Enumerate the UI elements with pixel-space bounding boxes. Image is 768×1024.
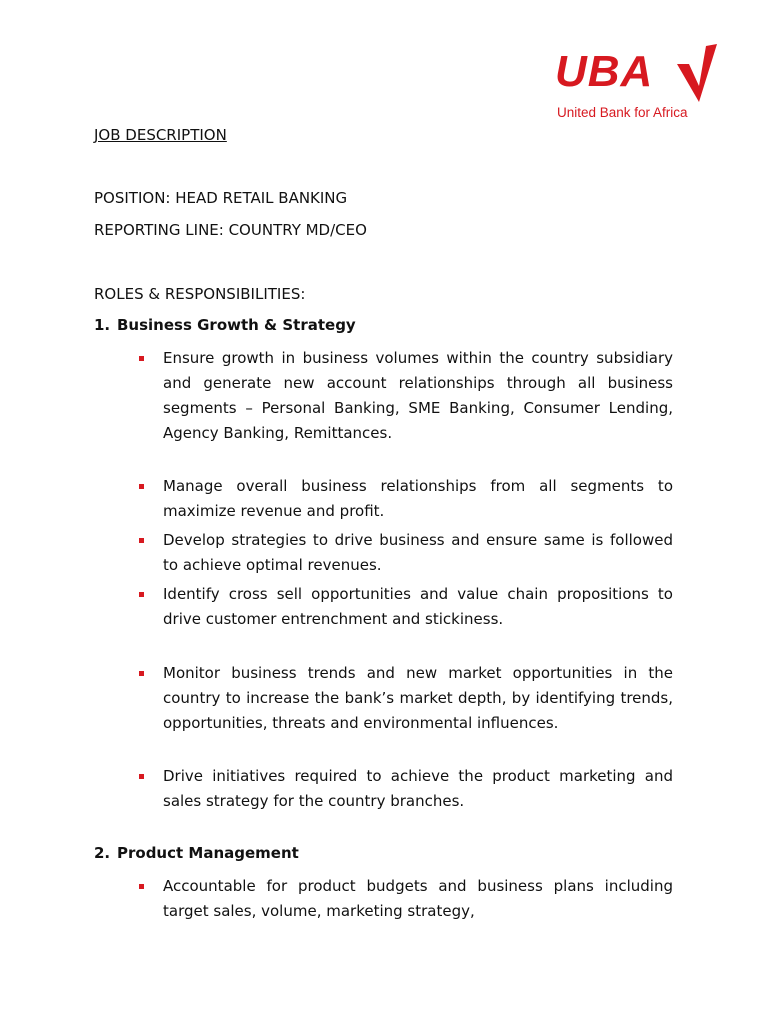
bullet-square-icon — [139, 592, 144, 597]
list-item — [139, 528, 673, 578]
uba-emblem-icon — [673, 44, 719, 102]
bullet-text: Drive initiatives required to achieve the product marketing and sales strategy for the country branches. — [163, 767, 673, 810]
bullet-text: Identify cross sell opportunities and value chain propositions to drive customer entrenchment and stickiness. — [163, 585, 673, 628]
list-item — [139, 346, 673, 446]
bullet-text: Develop strategies to drive business and ensure same is followed to achieve optimal revenues. — [163, 531, 673, 574]
position-line: POSITION: HEAD RETAIL BANKING — [94, 189, 348, 207]
bullet-text: Ensure growth in business volumes within the country subsidiary and generate new account relationships through all business segments – Personal Banking, SME Banking, Consumer Lending, Agency Banking, Remittances. — [163, 349, 673, 442]
list-item — [139, 582, 673, 632]
section-number: 1. — [94, 316, 111, 334]
bullet-square-icon — [139, 774, 144, 779]
list-item — [139, 474, 673, 524]
reporting-line: REPORTING LINE: COUNTRY MD/CEO — [94, 221, 367, 239]
logo-wordmark: UBA — [555, 47, 654, 96]
bullet-square-icon — [139, 671, 144, 676]
roles-heading: ROLES & RESPONSIBILITIES: — [94, 285, 306, 303]
list-item — [139, 764, 673, 814]
section-heading — [94, 315, 356, 335]
section-title: Product Management — [117, 844, 299, 862]
bullet-text: Manage overall business relationships from all segments to maximize revenue and profit. — [163, 477, 673, 520]
section-heading — [94, 843, 299, 863]
bullet-text: Monitor business trends and new market opportunities in the country to increase the bank’s market depth, by identifying trends, opportunities, threats and environmental influences. — [163, 664, 673, 732]
uba-logo — [555, 44, 720, 124]
logo-tagline: United Bank for Africa — [557, 105, 688, 120]
doc-title: JOB DESCRIPTION — [94, 126, 227, 144]
bullet-square-icon — [139, 884, 144, 889]
bullet-square-icon — [139, 538, 144, 543]
section-title: Business Growth & Strategy — [117, 316, 356, 334]
section-number: 2. — [94, 844, 111, 862]
list-item — [139, 874, 673, 924]
bullet-square-icon — [139, 484, 144, 489]
bullet-square-icon — [139, 356, 144, 361]
bullet-text: Accountable for product budgets and business plans including target sales, volume, marketing strategy, — [163, 877, 673, 920]
list-item — [139, 661, 673, 736]
